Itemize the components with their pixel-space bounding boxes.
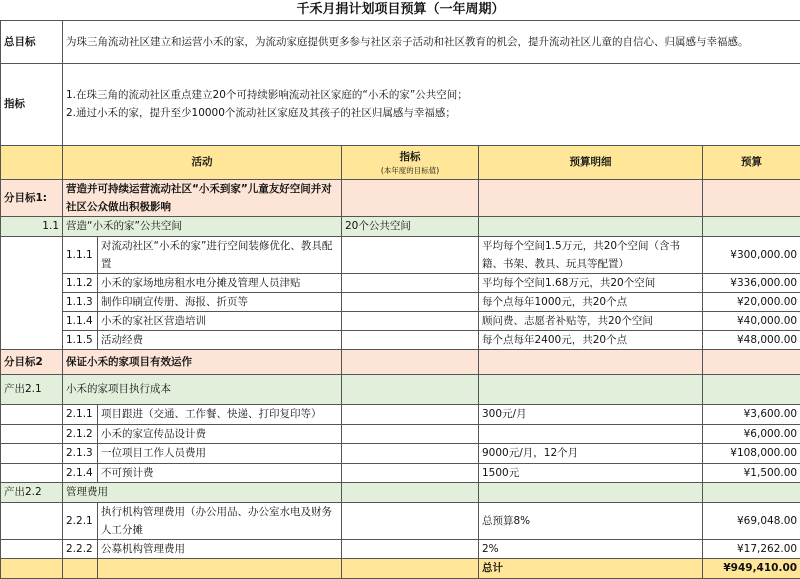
item-activity: 一位项目工作人员费用: [98, 443, 342, 463]
output-2-1-text: 小禾的家项目执行成本: [63, 374, 342, 404]
table-row: [1, 502, 800, 539]
goal2-label: 分目标2: [1, 349, 63, 374]
item-detail: 2%: [479, 539, 703, 558]
item-budget: ¥40,000.00: [703, 311, 800, 330]
indicator-line: 2.通过小禾的家，提升至少10000个流动社区家庭及其孩子的社区归属感与幸福感；: [66, 107, 456, 119]
output-1-1-indicator: 20个公共空间: [342, 216, 479, 236]
item-activity: 制作印刷宣传册、海报、折页等: [98, 292, 342, 311]
goal1-text: 营造并可持续运营流动社区“小禾到家”儿童友好空间并对社区公众做出积极影响: [63, 179, 342, 216]
item-budget: ¥108,000.00: [703, 443, 800, 463]
item-detail: 9000元/月，12个月: [479, 443, 703, 463]
item-detail: 顾问费、志愿者补贴等，共20个空间: [479, 311, 703, 330]
item-budget: ¥17,262.00: [703, 539, 800, 558]
item-budget: ¥48,000.00: [703, 330, 800, 349]
goal1-label: 分目标1:: [1, 179, 63, 216]
item-detail: [479, 424, 703, 443]
header-indicator: [342, 145, 479, 179]
item-budget: ¥300,000.00: [703, 236, 800, 273]
table-row: [1, 311, 800, 330]
table-row: [1, 404, 800, 424]
item-num: 2.1.4: [63, 463, 98, 482]
item-num: 1.1.1: [63, 236, 98, 273]
item-budget: ¥20,000.00: [703, 292, 800, 311]
item-detail: 总预算8%: [479, 502, 703, 539]
output-2-2-text: 管理费用: [63, 482, 342, 502]
item-activity: 小禾的家场地房租水电分摊及管理人员津贴: [98, 273, 342, 292]
item-num: 1.1.3: [63, 292, 98, 311]
item-budget: ¥3,600.00: [703, 404, 800, 424]
item-num: 1.1.4: [63, 311, 98, 330]
output-2-2-label: 产出2.2: [1, 482, 63, 502]
header-detail: 预算明细: [479, 145, 703, 179]
item-num: 2.1.3: [63, 443, 98, 463]
item-budget: ¥6,000.00: [703, 424, 800, 443]
item-num: 2.2.2: [63, 539, 98, 558]
item-detail: 1500元: [479, 463, 703, 482]
table-row: [1, 463, 800, 482]
header-budget: 预算: [703, 145, 800, 179]
overall-goal-label: 总目标: [1, 20, 63, 63]
item-num: 1.1.5: [63, 330, 98, 349]
sheet-title: 千禾月捐计划项目预算（一年周期）: [1, 0, 800, 20]
item-budget: ¥336,000.00: [703, 273, 800, 292]
item-budget: ¥69,048.00: [703, 502, 800, 539]
table-row: [1, 236, 800, 273]
item-budget: ¥1,500.00: [703, 463, 800, 482]
item-num: 2.1.2: [63, 424, 98, 443]
item-detail: 平均每个空间1.68万元，共20个空间: [479, 273, 703, 292]
goal2-text: 保证小禾的家项目有效运作: [63, 349, 342, 374]
table-row: [1, 292, 800, 311]
item-activity: 小禾的家宣传品设计费: [98, 424, 342, 443]
item-detail: 每个点每年2400元，共20个点: [479, 330, 703, 349]
header-indicator-sub: (本年度的目标值): [380, 166, 440, 175]
table-row: [1, 539, 800, 558]
indicators-label: 指标: [1, 63, 63, 145]
item-num: 1.1.2: [63, 273, 98, 292]
output-1-1-text: 营造“小禾的家”公共空间: [63, 216, 342, 236]
item-activity: 活动经费: [98, 330, 342, 349]
item-num: 2.1.1: [63, 404, 98, 424]
output-1-1-label: 1.1: [1, 216, 63, 236]
output-2-1-label: 产出2.1: [1, 374, 63, 404]
table-row: [1, 443, 800, 463]
total-label: 总计: [479, 558, 703, 578]
header-activity: 活动: [63, 145, 342, 179]
item-detail: 平均每个空间1.5万元，共20个空间（含书籍、书架、教具、玩具等配置）: [479, 236, 703, 273]
item-activity: 不可预计费: [98, 463, 342, 482]
total-value: ¥949,410.00: [703, 558, 800, 578]
item-detail: 300元/月: [479, 404, 703, 424]
item-activity: 项目跟进（交通、工作餐、快递、打印复印等）: [98, 404, 342, 424]
indicator-line: 1.在珠三角的流动社区重点建立20个可持续影响流动社区家庭的“小禾的家”公共空间；: [66, 89, 468, 101]
total-row: [1, 558, 800, 578]
item-activity: 公募机构管理费用: [98, 539, 342, 558]
table-row: [1, 330, 800, 349]
header-indicator-label: 指标: [399, 151, 421, 163]
item-detail: 每个点每年1000元，共20个点: [479, 292, 703, 311]
table-row: [1, 424, 800, 443]
item-activity: 小禾的家社区营造培训: [98, 311, 342, 330]
indicators-text: [63, 63, 800, 145]
item-activity: 对流动社区“小禾的家”进行空间装修优化、教具配置: [98, 236, 342, 273]
table-row: [1, 273, 800, 292]
item-num: 2.2.1: [63, 502, 98, 539]
overall-goal-text: 为珠三角流动社区建立和运营小禾的家，为流动家庭提供更多参与社区亲子活动和社区教育的机会，提升流动社区儿童的自信心、归属感与幸福感。: [63, 20, 800, 63]
item-activity: 执行机构管理费用（办公用品、办公室水电及财务人工分摊: [98, 502, 342, 539]
